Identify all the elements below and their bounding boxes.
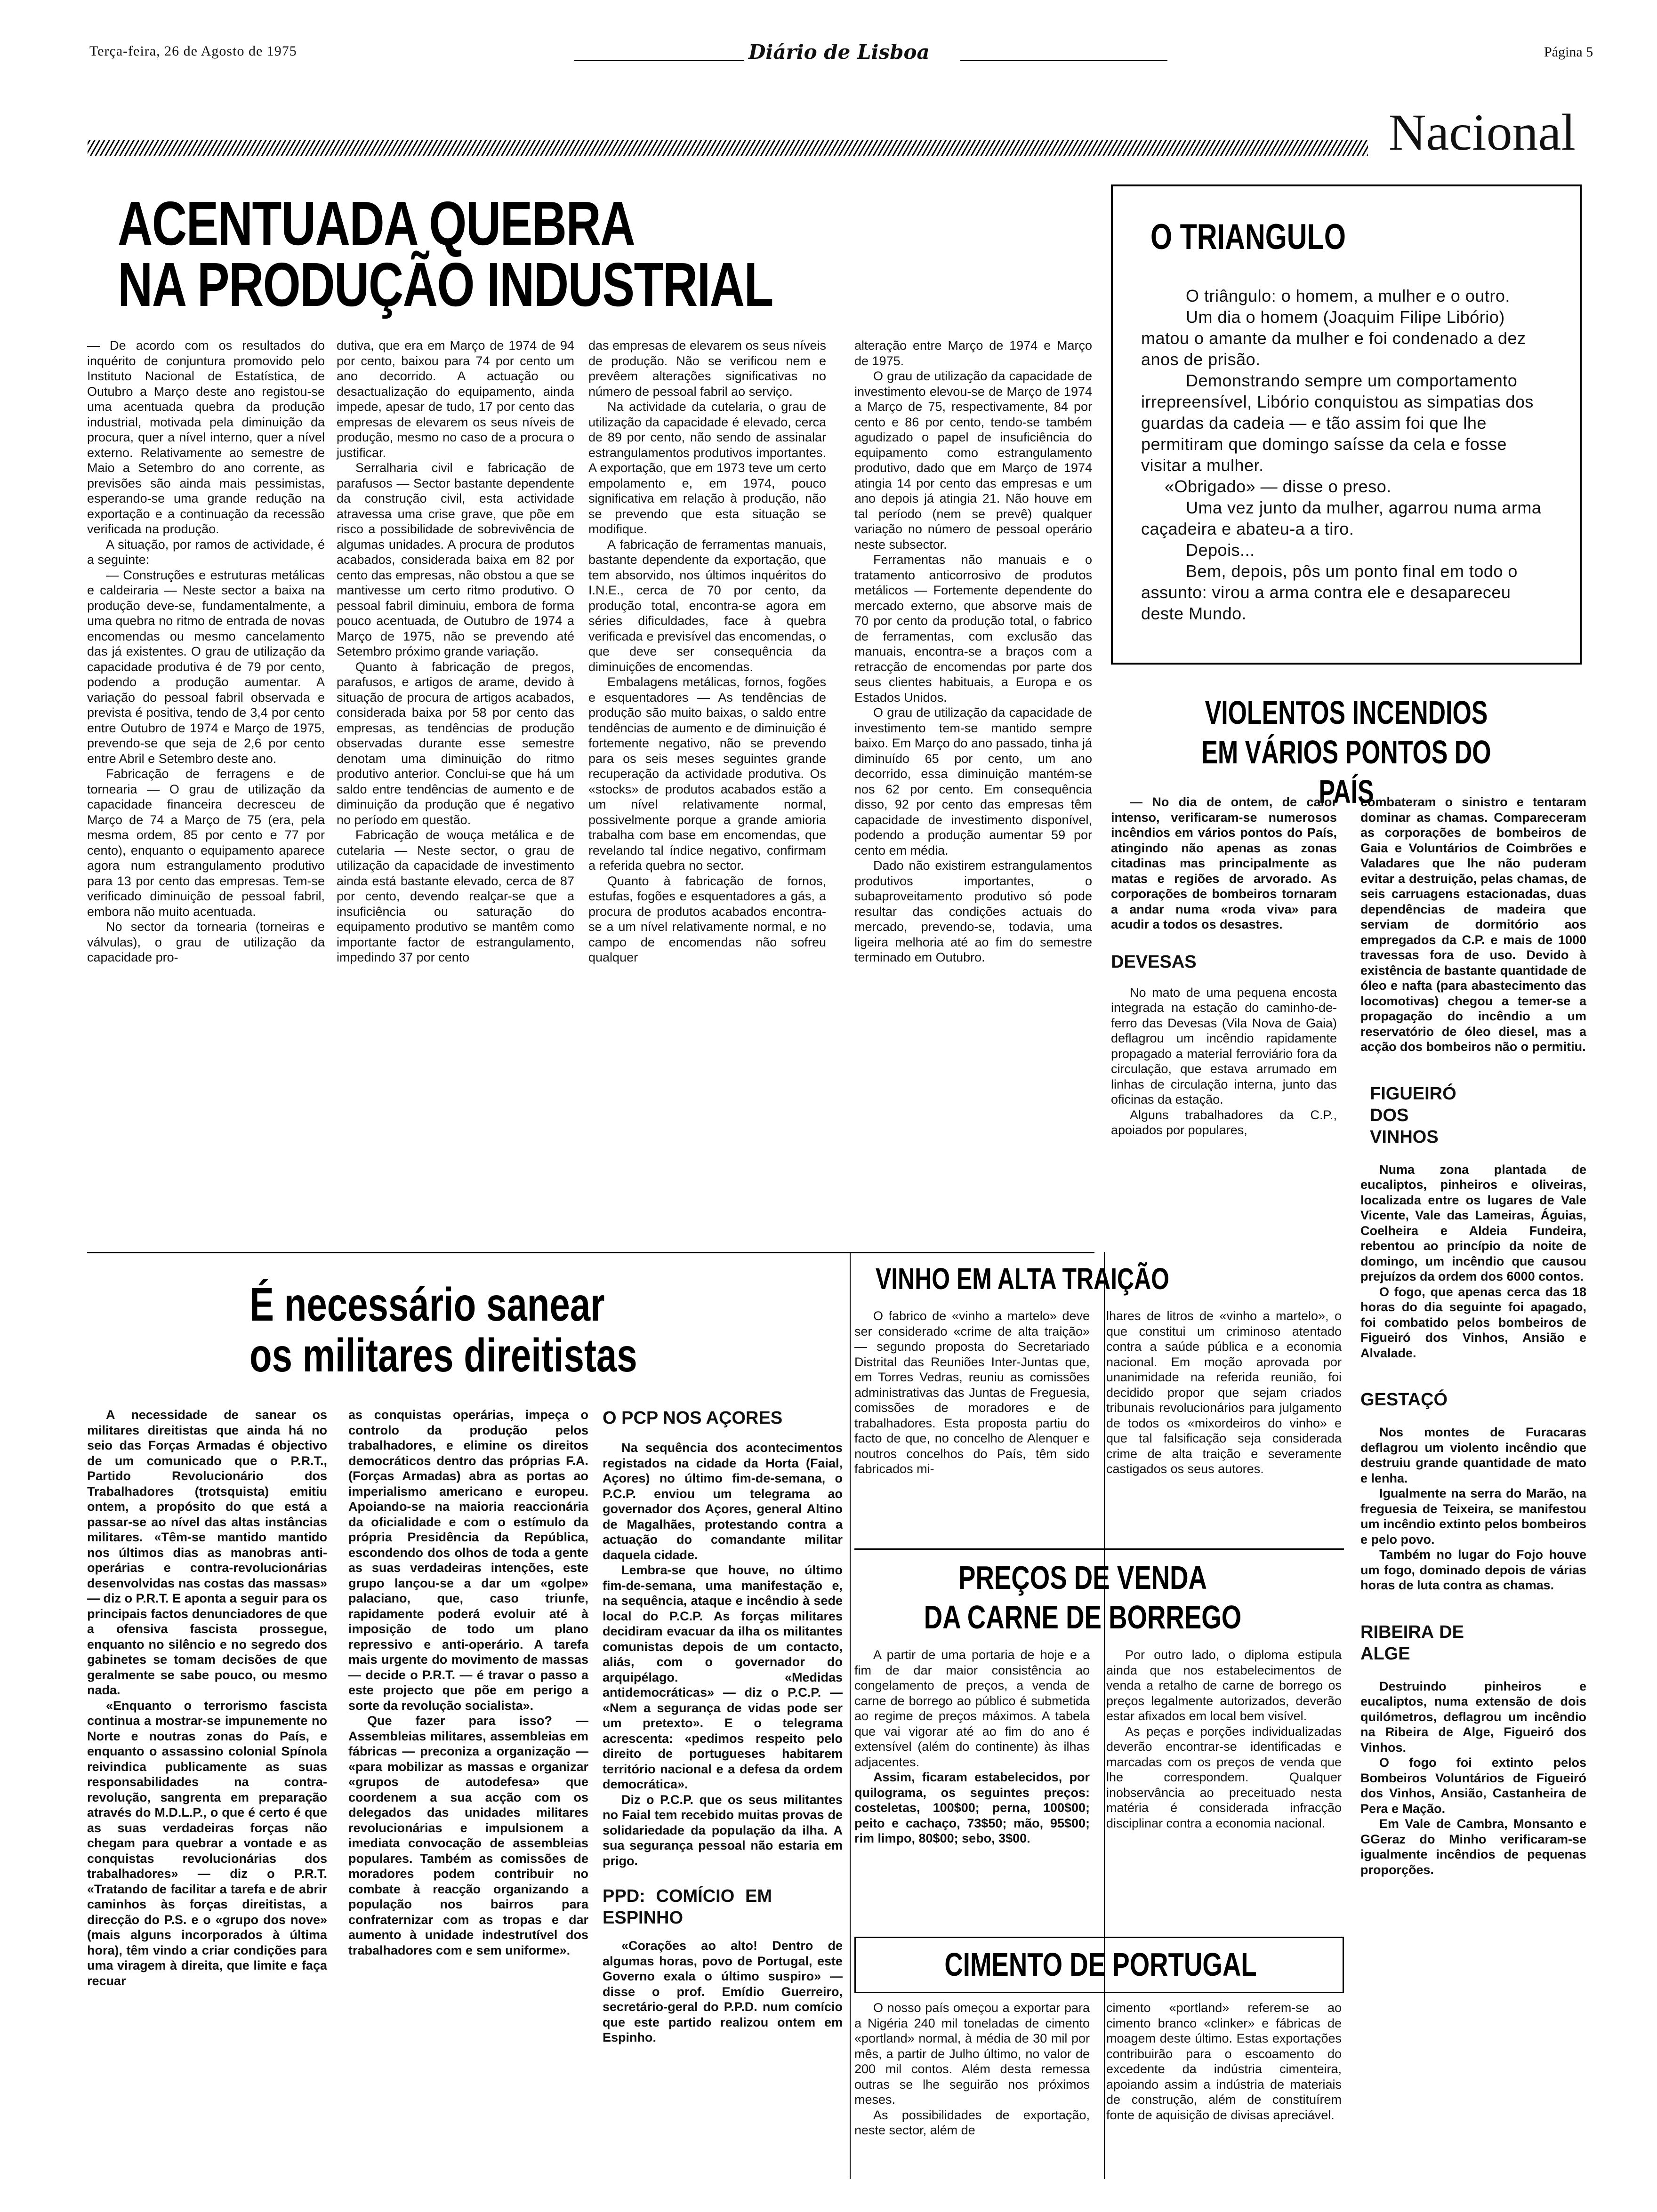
paragraph: Numa zona plantada de eucaliptos, pinheiros e oliveiras, localizada entre os lugares de Vale Vicente, Vale das Lameiras, Águias, Coelheira e Aldeia Fundeira, rebentou ao princípio da noite de domingo, um incêndio que causou prejuízos da ordem dos 6000 contos. <box>1360 1162 1586 1283</box>
militares-column-2 <box>348 1407 588 1958</box>
main-headline-line1: ACENTUADA QUEBRA <box>118 189 635 258</box>
page-date: Terça-feira, 26 de Agosto de 1975 <box>89 43 297 59</box>
rule-main-bottom <box>87 1252 1094 1253</box>
section-hatch-bar <box>88 140 1368 156</box>
paragraph: Igualmente na serra do Marão, na freguesia de Teixeira, se manifestou um incêndio extinto pelos bombeiros e pelo povo. <box>1360 1486 1586 1547</box>
paragraph: No sector da tornearia (torneiras e válvulas), o grau de utilização da capacidade pro- <box>87 920 325 964</box>
subhead-devesas: DEVESAS <box>1111 952 1197 972</box>
paragraph: Por outro lado, o diploma estipula ainda que nos estabelecimentos de venda a retalho de carne de borrego os preços legalmente autorizados, deverão estar afixados em local bem visível. <box>1106 1648 1342 1723</box>
paragraph: A situação, por ramos de actividade, é a seguinte: <box>87 537 325 567</box>
paragraph: Assim, ficaram estabelecidos, por quilograma, os seguintes preços: costeletas, 100$00; perna, 100$00; peito e cachaço, 73$50; mão, 95$00; rim limpo, 80$00; sebo, 3$00. <box>854 1770 1090 1845</box>
triangulo-text <box>1141 285 1551 624</box>
paragraph: as conquistas operárias, impeça o controlo da produção pelos trabalhadores, e elimine os direitos democráticos dentro das próprias F.A. (Forças Armadas) abra as portas ao imperialismo americano e europeu. Apoiando-se na maioria reaccionária da oficialidade e com o estímulo da própria Presidência da República, escondendo dos olhos de toda a gente as suas verdadeiras intenções, este grupo lançou-se a dar um «golpe» palaciano, que, caso triunfe, rapidamente poderá evoluir até à imposição de todo um plano repressivo e anti-operário. A tarefa mais urgente do movimento de massas — decide o P.R.T. — é travar o passo a este projecto que põe em perigo a sorte da revolução socialista». <box>348 1408 588 1713</box>
paragraph: O triângulo: o homem, a mulher e o outro. <box>1186 286 1510 305</box>
paragraph: alteração entre Março de 1974 e Março de 1975. <box>854 338 1092 368</box>
rule-incendios-divider <box>1104 1252 1105 2179</box>
subhead-ppd-espinho: PPD: COMÍCIO EM ESPINHO <box>603 1886 772 1928</box>
paragraph: Na actividade da cutelaria, o grau de utilização da capacidade é elevado, cerca de 89 por cento, não sendo de assinalar estrangulamentos produtivos importantes. A exportação, que em 1973 teve um certo empolamento e, em 1974, pouco significativa em relação à produção, não se prevendo que esta situação se modifique. <box>588 400 826 536</box>
paragraph: O fabrico de «vinho a martelo» deve ser considerado «crime de alta traição» — segundo proposta do Secretariado Distrital das Reuniões Inter-Juntas que, em Torres Vedras, reuniu as comissões administrativas das Juntas de Freguesia, comissões de moradores e de trabalhadores. Esta proposta partiu do facto de que, no concelho de Alenquer e noutros concelhos do País, têm sido fabricados mi- <box>854 1309 1090 1476</box>
masthead: Diário de Lisboa <box>748 40 930 64</box>
paragraph: Embalagens metálicas, fornos, fogões e esquentadores — As tendências de produção são muito baixas, o saldo entre tendências de aumento e de diminuição é fortemente negativo, não se prevendo para os seis meses seguintes grande recuperação da actividade produtiva. Os «stocks» de produtos acabados estão a um nível relativamente normal, possivelmente porque a grande amioria trabalha com base em encomendas, que revelando tal índice negativo, confirmam a referida quebra no sector. <box>588 675 826 873</box>
vinho-headline: VINHO EM ALTA TRAIÇÃO <box>876 1262 1169 1296</box>
paragraph: As peças e porções individualizadas deverão encontrar-se identificadas e marcadas com os preços de venda que lhe correspondem. Qualquer inobservância ao preceituado nesta matéria é considerada infracção disciplinar contra a economia nacional. <box>1106 1724 1342 1830</box>
paragraph: Alguns trabalhadores da C.P., apoiados por populares, <box>1111 1107 1337 1137</box>
main-column-2 <box>337 338 574 965</box>
borrego-column-2 <box>1106 1647 1342 1831</box>
paragraph: Dado não existirem estrangulamentos produtivos importantes, o subaproveitamento produtivo só pode resultar das condições actuais do mercado, prevendo-se, todavia, uma ligeira melhoria até ao fim do semestre terminado em Outubro. <box>854 858 1092 964</box>
paragraph: dutiva, que era em Março de 1974 de 94 por cento, baixou para 74 por cento um ano decorrido. A actuação ou desactualização do equipamento, ainda impede, apesar de tudo, 17 por cento das empresas de elevarem os seus níveis de produção, mesmo no caso de a procura o justificar. <box>337 338 574 460</box>
paragraph: cimento «portland» referem-se ao cimento branco «clinker» e fábricas de moagem deste último. Estas exportações contribuirão para o escoamento do excedente da indústria cimenteira, apoiando assim a indústria de materiais de construção, além de constituírem fonte de aquisição de divisas apreciável. <box>1106 2001 1342 2122</box>
paragraph: A fabricação de ferramentas manuais, bastante dependente da exportação, que tem absorvido, nos últimos inquéritos do I.N.E., cerca de 70 por cento, da produção total, encontra-se agora em séries dificuldades, face à quebra verificada e previsível das encomendas, o que deve ser consequência da diminuições de encomendas. <box>588 537 826 674</box>
paragraph: Na sequência dos acontecimentos registados na cidade da Horta (Faial, Açores) no último fim-de-semana, o P.C.P. enviou um telegrama ao governador dos Açores, general Altino de Magalhães, protestando contra a actuação do comandante militar daquela cidade. <box>603 1441 843 1562</box>
paragraph: Diz o P.C.P. que os seus militantes no Faial tem recebido muitas provas de solidariedade da população da ilha. A sua segurança pessoal não estaria em prigo. <box>603 1792 843 1868</box>
subhead-pcp-acores: O PCP NOS AÇORES <box>603 1408 783 1428</box>
militares-headline <box>249 1279 637 1381</box>
paragraph: — No dia de ontem, de calor intenso, verificaram-se numerosos incêndios em vários pontos do País, atingindo não apenas as zonas citadinas mas principalmente as matas e regiões de arvorado. As corporações de bombeiros tornaram a andar numa «roda viva» para acudir a todos os desastres. <box>1111 795 1337 931</box>
subhead-gestaco: GESTAÇÓ <box>1360 1390 1448 1410</box>
paragraph: A partir de uma portaria de hoje e a fim de dar maior consistência ao congelamento de preços, a venda de carne de borrego ao público é submetida ao regime de preços máximos. A tabela que vai vigorar até ao fim do ano é extensível (além do continente) às ilhas adjacentes. <box>854 1648 1090 1769</box>
subhead-ribeira: RIBEIRA DE ALGE <box>1360 1622 1464 1664</box>
paragraph: Bem, depois, pôs um ponto final em todo o assunto: virou a arma contra ele e desapareceu deste Mundo. <box>1141 561 1518 623</box>
main-headline <box>118 189 773 319</box>
paragraph: As possibilidades de exportação, neste sector, além de <box>854 2108 1090 2137</box>
paragraph: Quanto à fabricação de pregos, parafusos, e artigos de arame, devido à situação de procura de artigos acabados, considerada baixa por 58 por cento das empresas, as tendências de produção observadas durante esse semestre denotam uma diminuição do ritmo produtivo anterior. Conclui-se que há um saldo entre tendências de aumento e de diminuição da produção que é negativo no período em questão. <box>337 659 574 827</box>
paragraph: Fabricação de ferragens e de tornearia — O grau de utilização da capacidade financeira decresceu de Março de 74 a Março de 75 (era, pela mesma ordem, 85 por cento e 77 por cento), enquanto o equipamento aparece agora num estrangulamento produtivo para 13 por cento das empresas. Tem-se verificado diminuição de pessoal fabril, embora não muito acentuada. <box>87 767 325 919</box>
paragraph: Ferramentas não manuais e o tratamento anticorrosivo de produtos metálicos — Fortemente dependente do mercado externo, que absorve mais de 70 por cento da produção total, o fabrico de ferramentas, com exclusão das manuais, encontra-se a braços com a retracção de encomendas por parte dos seus clientes habituais, a Europa e os Estados Unidos. <box>854 553 1092 705</box>
header-rule-left <box>574 60 744 61</box>
paragraph: O nosso país omeçou a exportar para a Nigéria 240 mil toneladas de cimento «portland» normal, à média de 30 mil por mês, a partir de Julho último, no valor de 200 mil contos. Além desta remessa outras se lhe seguirão nos próximos meses. <box>854 2001 1090 2107</box>
militares-headline-line1: É necessário sanear <box>249 1278 605 1331</box>
cimento-column-1 <box>854 2000 1090 2138</box>
cimento-column-2 <box>1106 2000 1342 2123</box>
paragraph: Quanto à fabricação de fornos, estufas, fogões e esquentadores a gás, a procura de produtos acabados encontra-se a um nível relativamente normal, e no campo de encomendas não sofreu qualquer <box>588 874 826 964</box>
paragraph: O fogo foi extinto pelos Bombeiros Voluntários de Figueiró dos Vinhos, Ansião, Castanheira de Pera e Mação. <box>1360 1755 1586 1816</box>
paragraph: Demonstrando sempre um comportamento irrepreensível, Libório conquistou as simpatias dos guardas da cadeia — e tão assim foi que lhe permitiram que domingo saísse da cela e fosse visitar a mulher. <box>1141 371 1534 475</box>
incendios-column-2 <box>1360 794 1586 1877</box>
militares-column-3 <box>603 1407 843 2045</box>
paragraph: No mato de uma pequena encosta integrada na estação do caminho-de-ferro das Devesas (Vila Nova de Gaia) deflagrou um incêndio rapidamente propagado a material ferroviário fora da circulação, que estava arrumado em linhas de circulação interna, junto das oficinas da estação. <box>1111 985 1337 1106</box>
paragraph: — De acordo com os resultados do inquérito de conjuntura promovido pelo Instituto Nacional de Estatística, de Outubro a Março deste ano registou-se uma acentuada quebra da produção industrial, motivada pela diminuição da procura, quer a nível interno, quer a nível externo. Relativamente ao semestre de Maio a Setembro do ano corrente, as previsões são ainda mais pessimistas, esperando-se uma grande redução na exportação e a continuação da recessão verificada na produção. <box>87 338 325 536</box>
incendios-headline-line1: VIOLENTOS INCENDIOS <box>1205 694 1488 731</box>
vinho-column-1 <box>854 1308 1090 1477</box>
paragraph: Que fazer para isso? — Assembleias militares, assembleias em fábricas — preconiza a organização — «para mobilizar as massas e organizar «grupos de autodefesa» que coordenem a sua acção com os delegados das unidades militares revolucionárias e impulsionem a imediata convocação de assembleias populares. Também as comissões de moradores podem contribuir no combate à reacção organizando a população nos bairros para confraternizar com as tropas e dar aumento à unidade indestrutível dos trabalhadores com e sem uniforme». <box>348 1714 588 1957</box>
paragraph: O grau de utilização da capacidade de investimento tem-se mantido sempre baixo. Em Março do ano passado, tinha já diminuído 65 por cento, um ano decorrido, essa diminuição mantém-se nos 62 por cento. Em consequência disso, 92 por cento das empresas têm capacidade de investimento disponível, podendo a produção aumentar 59 por cento em média. <box>854 705 1092 858</box>
borrego-headline-line1: PREÇOS DE VENDA <box>958 1559 1207 1596</box>
cimento-headline: CIMENTO DE PORTUGAL <box>944 1946 1257 1983</box>
section-title: Nacional <box>1389 104 1576 161</box>
paragraph: — Construções e estruturas metálicas e caldeiraria — Neste sector a baixa na produção deve-se, fundamentalmente, a uma quebra no ritmo de entrada de novas encomendas ou mesmo cancelamento das já existentes. O grau de utilização da capacidade produtiva é de 79 por cento, podendo a produção aumentar. A variação do pessoal fabril observada e prevista é positiva, tendo de 3,4 por cento entre Outubro de 1974 e Março de 1975, prevendo-se que seja de 2,6 por cento entre Abril e Setembro deste ano. <box>87 568 325 766</box>
paragraph: Nos montes de Furacaras deflagrou um violento incêndio que destruiu grande quantidade de mato e lenha. <box>1360 1425 1586 1485</box>
incendios-column-1 <box>1111 794 1337 1138</box>
rule-borrego-top <box>854 1548 1344 1550</box>
paragraph: «Corações ao alto! Dentro de algumas horas, povo de Portugal, este Governo exala o último suspiro» — disse o prof. Emídio Guerreiro, secretário-geral do P.P.D. num comício que este partido realizou ontem em Espinho. <box>603 1939 843 2044</box>
borrego-headline-line2: DA CARNE DE BORREGO <box>924 1599 1242 1635</box>
main-column-3 <box>588 338 826 965</box>
cimento-headline-box <box>854 1937 1344 1993</box>
paragraph: «Obrigado» — disse o preso. <box>1165 477 1392 496</box>
triangulo-title: O TRIANGULO <box>1150 217 1346 257</box>
paragraph: Também no lugar do Fojo houve um fogo, dominado depois de várias horas de luta contra as chamas. <box>1360 1547 1586 1592</box>
subhead-figueiro: FIGUEIRÓ DOS VINHOS <box>1370 1083 1456 1147</box>
paragraph: O fogo, que apenas cerca das 18 horas do dia seguinte foi apagado, foi combatido pelos bombeiros de Figueiró dos Vinhos, Ansião e Alvalade. <box>1360 1284 1586 1360</box>
triangulo-box <box>1111 184 1582 665</box>
paragraph: combateram o sinistro e tentaram dominar as chamas. Compareceram as corporações de bombeiros de Gaia e Voluntários de Coimbrões e Valadares que lhe não puderam evitar a destruição, pelas chamas, de seis carruagens estacionadas, duas dependências de madeira que serviam de dormitório aos empregados da C.P. e mais de 1000 travessas fora de uso. Devido à existência de bastante quantidade de óleo e nafta (para abastecimento das locomotivas) chegou a temer-se a propagação do incêndio a um reservatório de óleo diesel, mas a acção dos bombeiros não o permitiu. <box>1360 795 1586 1054</box>
paragraph: Destruindo pinheiros e eucaliptos, numa extensão de dois quilómetros, deflagrou um incêndio na Ribeira de Alge, Figueiró dos Vinhos. <box>1360 1679 1586 1755</box>
rule-vinho-left <box>850 1252 851 2179</box>
paragraph: «Enquanto o terrorismo fascista continua a mostrar-se impunemente no Norte e noutras zonas do País, e enquanto o assassino colonial Spínola reivindica publicamente as suas responsabilidades na contra-revolução, sangrenta em preparação através do M.D.L.P., o que é certo é que as suas verdadeiras forças não chegam para quebrar a vontade e as conquistas revolucionárias dos trabalhadores» — diz o P.R.T. «Tratando de facilitar a tarefa e de abrir caminhos às forças direitistas, a direcção do P.S. e o «grupo dos nove» (mais alguns incorporados à última hora), têm vindo a criar condições para uma viragem à direita, que limite e faça recuar <box>87 1698 327 1988</box>
paragraph: das empresas de elevarem os seus níveis de produção. Não se verificou nem e prevêem alterações significativas no número de pessoal fabril ao serviço. <box>588 338 826 399</box>
paragraph: Uma vez junto da mulher, agarrou numa arma caçadeira e abateu-a a tiro. <box>1141 498 1542 538</box>
paragraph: Fabricação de wouça metálica e de cutelaria — Neste sector, o grau de utilização da capacidade de investimento ainda está bastante elevado, cerca de 87 por cento, devendo realçar-se que a insuficiência ou saturação do equipamento produtivo se mantêm como importante factor de estrangulamento, impedindo 37 por cento <box>337 828 574 964</box>
paragraph: Um dia o homem (Joaquim Filipe Libório) matou o amante da mulher e foi condenado a dez anos de prisão. <box>1141 307 1526 369</box>
paragraph: Serralharia civil e fabricação de parafusos — Sector bastante dependente da construção civil, esta actividade atravessa uma crise grave, que põe em risco a possibilidade de sobrevivência de algumas unidades. A procura de produtos acabados, considerada baixa em 82 por cento das empresas, não obstou a que se mantivesse um certo ritmo produtivo. O pessoal fabril diminuiu, embora de forma pouco acentuada, de Outubro de 1974 a Março de 1975, não se prevendo até Setembro próximo grande variação. <box>337 461 574 658</box>
paragraph: Depois... <box>1186 540 1255 560</box>
vinho-column-2 <box>1106 1308 1342 1477</box>
paragraph: lhares de litros de «vinho a martelo», o que constitui um criminoso atentado contra a saúde pública e a economia nacional. Em moção aprovada por unanimidade na referida reunião, foi decidido propor que sejam criados tribunais revolucionários para julgamento de todos os «mixordeiros do vinho» e que tal falsificação seja considerada crime de alta traição e severamente castigados os seus autores. <box>1106 1309 1342 1476</box>
incendios-headline <box>1172 693 1520 811</box>
incendios-headline-line2: EM VÁRIOS PONTOS DO PAÍS <box>1201 734 1491 810</box>
militares-headline-line2: os militares direitistas <box>249 1329 637 1382</box>
paragraph: Lembra-se que houve, no último fim-de-semana, uma manifestação e, na sequência, ataque e incêndio à sede local do P.C.P. As forças militares decidiram evacuar da ilha os militantes comunistas depois de um contacto, aliás, com o governador do arquipélago. «Medidas antidemocráticas» — diz o P.C.P. — «Nem a segurança de vidas pode ser um pretexto». E o telegrama acrescenta: «pedimos respeito pelo direito de portugueses habitarem território nacional e a defesa da ordem democrática». <box>603 1563 843 1791</box>
page-number: Página 5 <box>1544 44 1593 60</box>
borrego-headline <box>892 1558 1273 1637</box>
borrego-column-1 <box>854 1647 1090 1846</box>
paragraph: O grau de utilização da capacidade de investimento elevou-se de Março de 1974 a Março de 75, respectivamente, 84 por cento e 86 por cento, tendo-se também agudizado o papel de insuficiência do equipamento como estrangulamento produtivo, dado que em Março de 1974 atingia 14 por cento das empresas e um ano depois já atingia 21. Não houve em tal período (nem se prevê) qualquer variação no número de pessoal operário neste subsector. <box>854 369 1092 552</box>
main-column-1 <box>87 338 325 965</box>
main-headline-line2: NA PRODUÇÃO INDUSTRIAL <box>118 250 773 319</box>
main-column-4 <box>854 338 1092 965</box>
militares-column-1 <box>87 1407 327 1988</box>
paragraph: Em Vale de Cambra, Monsanto e GGeraz do Minho verificaram-se igualmente incêndios de pequenas proporções. <box>1360 1817 1586 1877</box>
header-rule-right <box>960 60 1167 61</box>
paragraph: A necessidade de sanear os militares direitistas que ainda há no seio das Forças Armadas é objectivo de um comunicado que o P.R.T., Partido Revolucionário dos Trabalhadores (trotsquista) emitiu ontem, a propósito do que está a passar-se ao nível das altas instâncias militares. «Têm-se mantido mantido nos últimos dias as manobras anti-operárias e contra-revolucionárias desenvolvidas nas costas das massas» — diz o P.R.T. E aponta a seguir para os principais factos denunciadores de que a ofensiva fascista prossegue, enquanto no silêncio e no segredo dos gabinetes se tomam decisões de que geralmente se sabe pouco, ou mesmo nada. <box>87 1408 327 1697</box>
